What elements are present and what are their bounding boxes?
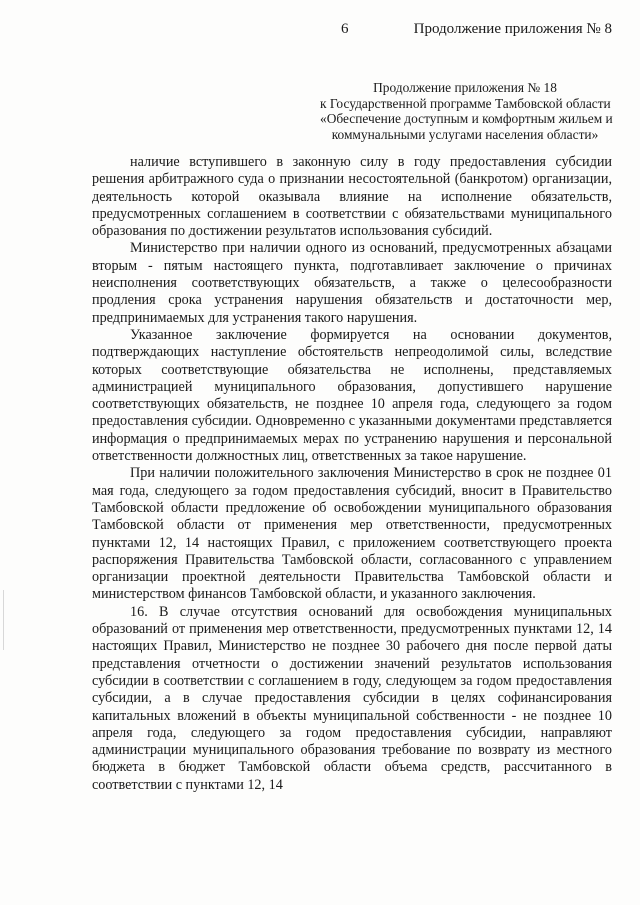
scan-edge-mark xyxy=(3,590,4,650)
appendix-header xyxy=(320,80,613,142)
body-paragraph: Министерство при наличии одного из оснований, предусмотренных абзацами вторым - пятым настоящего пункта, подготавливает заключение о причинах неисполнения соответствующих обязательств, а также о целесообразности продления срока устранения нарушения обязательств и достаточности мер, предпринимаемых для устранения такого нарушения. xyxy=(92,240,612,326)
appendix-line: Продолжение приложения № 18 xyxy=(373,80,557,95)
body-paragraph: наличие вступившего в законную силу в году предоставления субсидии решения арбитражного суда о признании несостоятельной (банкротом) организации, деятельность которой оказывала влияние на исполнение обязательств, предусмотренных соглашением в соответствии с обязательствами муниципального образования по достижении результатов использования субсидий. xyxy=(92,154,612,240)
appendix-line: коммунальными услугами населения области» xyxy=(331,126,599,142)
appendix-line: к Государственной программе Тамбовской области xyxy=(320,95,611,111)
body-paragraph: Указанное заключение формируется на основании документов, подтверждающих наступление обстоятельств непреодолимой силы, вследствие которых соответствующие обязательства не исполнены, представляемых администрацией муниципального образования, допустившего нарушение соответствующих обязательств, не позднее 10 апреля года, следующего за годом предоставления субсидии. Одновременно с указанными документами представляется информация о предпринимаемых мерах по устранению нарушения и персональной ответственности должностных лиц, ответственных за такое нарушение. xyxy=(92,326,612,465)
appendix-line: «Обеспечение доступным и комфортным жильем и xyxy=(320,111,613,127)
body-paragraph: При наличии положительного заключения Министерство в срок не позднее 01 мая года, следующего за годом предоставления субсидий, вносит в Правительство Тамбовской области предложение об освобождении муниципального образования Тамбовской области от применения мер ответственности, предусмотренных пунктами 12, 14 настоящих Правил, с приложением соответствующего проекта распоряжения Правительства Тамбовской области, согласованного с управлением организации проектной деятельности Правительства Тамбовской области и министерством финансов Тамбовской области, и указанного заключения. xyxy=(92,465,612,603)
page-number: 6 xyxy=(341,21,349,37)
document-body xyxy=(92,154,612,794)
body-paragraph: 16. В случае отсутствия оснований для освобождения муниципальных образований от применения мер ответственности, предусмотренных пунктами 12, 14 настоящих Правил, Министерство не позднее 30 рабочего дня после первой даты представления отчетности о достижении значений результатов использования субсидии в соответствии с соглашением в году, следующем за годом предоставления субсидии, а в случае предоставления субсидии в целях софинансирования капитальных вложений в объекты муниципальной собственности - не позднее 10 апреля года, следующего за годом предоставления субсидии, направляют администрации муниципального образования требование по возврату из местного бюджета в бюджет Тамбовской области объема средств, рассчитанного в соответствии с пунктами 12, 14 xyxy=(92,603,612,793)
continuation-note: Продолжение приложения № 8 xyxy=(413,21,612,37)
